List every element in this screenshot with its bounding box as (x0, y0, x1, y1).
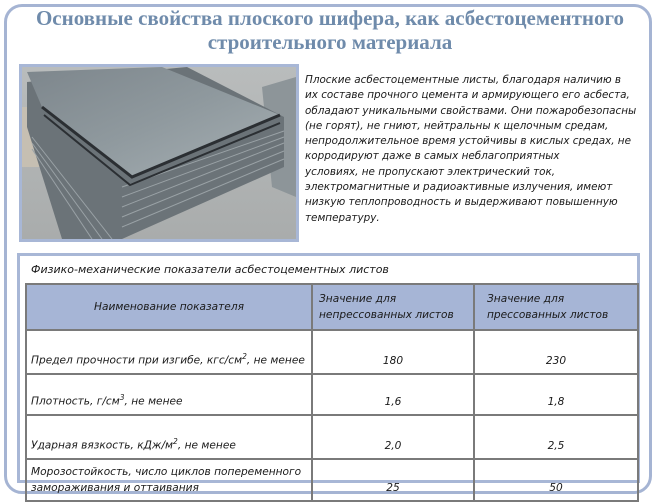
property-name-cell (26, 459, 312, 501)
property-name: Морозостойкость, число циклов попеременного замораживания и оттаивания (31, 466, 302, 494)
property-suffix: не менее (181, 440, 236, 452)
table-header-row (26, 284, 638, 330)
unit-exponent: 2 (242, 352, 247, 362)
page-title: Основные свойства плоского шифера, как асбестоцементного строительного материала (35, 6, 625, 54)
unpressed-value: 180 (312, 330, 474, 374)
table-row (26, 415, 638, 459)
pressed-value: 230 (474, 330, 638, 374)
unpressed-value: 2,0 (312, 415, 474, 459)
unit-exponent: 2 (173, 437, 178, 447)
description-text: Плоские асбестоцементные листы, благодаря наличию в их составе прочного цемента и армирующего его асбеста, обладают уникальными свойствами. Они пожаробезопасны (не горят), не гниют, нейтральны к щелочным средам, непродолжительное время устойчивы в кислых средах, не корродируют даже в самых неблагоприятных условиях, не пропускают электрический ток, электромагнитные и радиоактивные излучения, имеют низкую теплопроводность и выдерживают повышенную температуру. (305, 74, 637, 224)
table-caption: Физико-механические показатели асбестоцементных листов (31, 263, 389, 276)
property-name-cell: Ударная вязкость, кДж/$м^2$, не менее (26, 415, 312, 459)
header-unpressed: Значение для непрессованных листов (312, 284, 474, 330)
property-name: Предел прочности при изгибе, кгс/см (31, 355, 243, 367)
unpressed-value: 25 (312, 459, 474, 501)
pressed-value: 1,8 (474, 374, 638, 415)
header-pressed: Значение для прессованных листов (474, 284, 638, 330)
table-row (26, 330, 638, 374)
slate-stack-image (22, 67, 296, 239)
unpressed-value: 1,6 (312, 374, 474, 415)
pressed-value: 50 (474, 459, 638, 501)
property-name-cell: Предел прочности при изгибе, кгс/$см^2$, не менее (26, 330, 312, 374)
property-name-cell: Плотность, $г/см^3$, не менее (26, 374, 312, 415)
unit-exponent: 3 (119, 393, 125, 403)
property-suffix: не менее (250, 355, 305, 367)
slate-sheets-photo (19, 64, 299, 242)
table-row (26, 374, 638, 415)
header-property-name: Наименование показателя (26, 284, 312, 330)
table-row (26, 459, 638, 501)
property-name: Плотность, г/см (31, 396, 120, 408)
property-name: Ударная вязкость, кДж/м (31, 440, 174, 452)
property-suffix: не менее (127, 396, 183, 408)
pressed-value: 2,5 (474, 415, 638, 459)
properties-table (25, 283, 639, 502)
